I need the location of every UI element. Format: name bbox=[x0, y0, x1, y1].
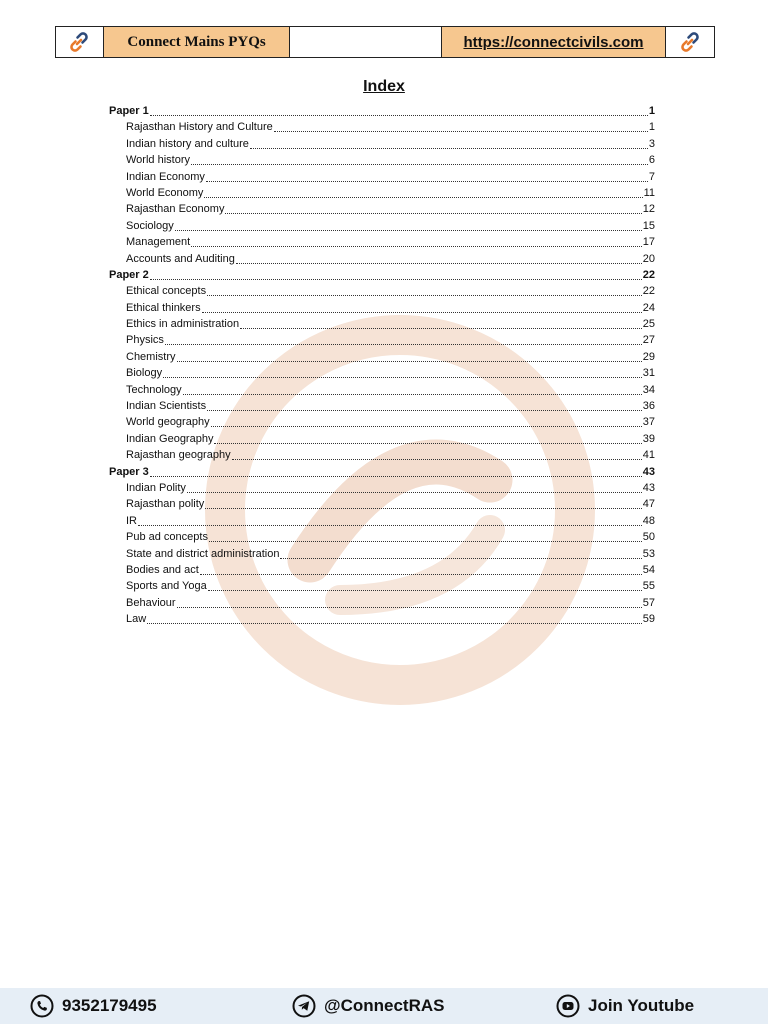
toc-item-label: Sports and Yoga bbox=[126, 580, 207, 593]
header-title: Connect Mains PYQs bbox=[104, 27, 290, 57]
phone-icon bbox=[30, 994, 54, 1018]
toc-page-number: 37 bbox=[642, 416, 655, 429]
toc-page-number: 3 bbox=[648, 137, 655, 150]
toc-page-number: 54 bbox=[642, 563, 655, 576]
toc-item[interactable] bbox=[109, 185, 655, 201]
header-blank-cell bbox=[290, 27, 442, 57]
toc-page-number: 1 bbox=[648, 121, 655, 134]
dot-leader bbox=[208, 580, 642, 591]
dot-leader bbox=[204, 187, 642, 198]
dot-leader bbox=[177, 597, 642, 608]
header-url-link[interactable]: https://connectcivils.com bbox=[442, 27, 666, 57]
dot-leader bbox=[187, 482, 642, 493]
toc-item-label: Indian Polity bbox=[126, 481, 186, 494]
toc-item[interactable] bbox=[109, 595, 655, 611]
dot-leader bbox=[207, 400, 642, 411]
toc-page-number: 20 bbox=[642, 252, 655, 265]
toc-item-label: Ethical thinkers bbox=[126, 301, 201, 314]
toc-item-label: Pub ad concepts bbox=[126, 531, 208, 544]
dot-leader bbox=[232, 449, 642, 460]
toc-item[interactable] bbox=[109, 136, 655, 152]
youtube-icon bbox=[556, 994, 580, 1018]
toc-item-label: Ethical concepts bbox=[126, 285, 207, 298]
dot-leader bbox=[163, 367, 642, 378]
link-icon bbox=[677, 29, 703, 55]
toc-item[interactable] bbox=[109, 414, 655, 430]
dot-leader bbox=[280, 548, 641, 559]
toc-item[interactable] bbox=[109, 349, 655, 365]
toc-item[interactable] bbox=[109, 169, 655, 185]
toc-item-label: State and district administration bbox=[126, 547, 280, 560]
toc-item-label: Indian Scientists bbox=[126, 400, 207, 413]
toc-item-label: Indian history and culture bbox=[126, 137, 249, 150]
dot-leader bbox=[177, 351, 642, 362]
dot-leader bbox=[205, 498, 641, 509]
toc-item-label: Ethics in administration bbox=[126, 318, 240, 331]
header-banner bbox=[55, 26, 715, 58]
toc-item[interactable] bbox=[109, 513, 655, 529]
toc-page-number: 57 bbox=[642, 596, 655, 609]
dot-leader bbox=[207, 285, 642, 296]
dot-leader bbox=[209, 531, 642, 542]
toc-item-label: Rajasthan History and Culture bbox=[126, 121, 273, 134]
dot-leader bbox=[191, 154, 648, 165]
toc-item[interactable] bbox=[109, 251, 655, 267]
toc-page-number: 25 bbox=[642, 318, 655, 331]
toc-page-number: 34 bbox=[642, 383, 655, 396]
dot-leader bbox=[202, 302, 642, 313]
toc-page-number: 47 bbox=[642, 498, 655, 511]
footer-telegram-text: @ConnectRAS bbox=[324, 996, 445, 1015]
dot-leader bbox=[274, 121, 648, 132]
toc-page-number: 15 bbox=[642, 219, 655, 232]
toc-page-number: 48 bbox=[642, 514, 655, 527]
toc-section-paper-1[interactable] bbox=[109, 103, 655, 119]
dot-leader bbox=[150, 105, 648, 116]
toc-item-label: Bodies and act bbox=[126, 563, 199, 576]
toc-section-label: Paper 2 bbox=[109, 268, 149, 281]
toc-item[interactable] bbox=[109, 332, 655, 348]
dot-leader bbox=[191, 236, 642, 247]
dot-leader bbox=[211, 416, 642, 427]
toc-item[interactable] bbox=[109, 300, 655, 316]
toc-page-number: 22 bbox=[642, 285, 655, 298]
telegram-icon bbox=[292, 994, 316, 1018]
toc-item[interactable] bbox=[109, 152, 655, 168]
toc-page-number: 39 bbox=[642, 432, 655, 445]
header-left-icon-cell bbox=[56, 27, 104, 57]
toc-item-label: Chemistry bbox=[126, 350, 176, 363]
toc-page-number: 50 bbox=[642, 531, 655, 544]
link-icon bbox=[66, 29, 92, 55]
toc-item[interactable] bbox=[109, 480, 655, 496]
toc-item-label: Accounts and Auditing bbox=[126, 252, 235, 265]
dot-leader bbox=[183, 384, 642, 395]
toc-item-label: World Economy bbox=[126, 186, 204, 199]
toc-item-label: Sociology bbox=[126, 219, 174, 232]
footer-bar bbox=[0, 988, 768, 1024]
toc-item-label: Indian Economy bbox=[126, 170, 205, 183]
toc-item-label: World history bbox=[126, 154, 190, 167]
table-of-contents bbox=[109, 103, 655, 628]
toc-item-label: Management bbox=[126, 236, 191, 249]
footer-telegram[interactable] bbox=[292, 994, 444, 1018]
toc-item[interactable] bbox=[109, 578, 655, 594]
dot-leader bbox=[150, 466, 642, 477]
toc-section-label: Paper 1 bbox=[109, 105, 149, 117]
dot-leader bbox=[214, 433, 641, 444]
toc-section-label: Paper 3 bbox=[109, 465, 149, 478]
toc-item-label: Law bbox=[126, 613, 147, 626]
toc-item[interactable] bbox=[109, 382, 655, 398]
toc-page-number: 43 bbox=[642, 481, 655, 494]
dot-leader bbox=[200, 564, 642, 575]
toc-item[interactable] bbox=[109, 218, 655, 234]
dot-leader bbox=[147, 613, 642, 624]
toc-item[interactable] bbox=[109, 529, 655, 545]
dot-leader bbox=[138, 515, 642, 526]
toc-page-number: 17 bbox=[642, 236, 655, 249]
toc-item-label: Rajasthan Economy bbox=[126, 203, 225, 216]
toc-item-label: World geography bbox=[126, 416, 210, 429]
toc-item[interactable] bbox=[109, 398, 655, 414]
toc-page-number: 29 bbox=[642, 350, 655, 363]
toc-section-paper-3[interactable] bbox=[109, 464, 655, 480]
toc-item[interactable] bbox=[109, 496, 655, 512]
toc-item[interactable] bbox=[109, 431, 655, 447]
dot-leader bbox=[240, 318, 642, 329]
toc-page-number: 31 bbox=[642, 367, 655, 380]
toc-item-label: Indian Geography bbox=[126, 432, 214, 445]
toc-page-number: 27 bbox=[642, 334, 655, 347]
toc-item-label: Technology bbox=[126, 383, 182, 396]
toc-page-number: 6 bbox=[648, 154, 655, 167]
toc-page-number: 59 bbox=[642, 613, 655, 626]
dot-leader bbox=[250, 138, 648, 149]
dot-leader bbox=[150, 269, 642, 280]
toc-item[interactable] bbox=[109, 447, 655, 463]
index-title: Index bbox=[363, 78, 405, 95]
toc-page-number: 24 bbox=[642, 301, 655, 314]
toc-item[interactable] bbox=[109, 201, 655, 217]
dot-leader bbox=[225, 203, 641, 214]
toc-item[interactable] bbox=[109, 562, 655, 578]
toc-page-number: 1 bbox=[648, 105, 655, 117]
toc-page-number: 43 bbox=[642, 465, 655, 478]
dot-leader bbox=[236, 253, 642, 264]
toc-page-number: 55 bbox=[642, 580, 655, 593]
toc-item[interactable] bbox=[109, 316, 655, 332]
dot-leader bbox=[175, 220, 642, 231]
dot-leader bbox=[206, 171, 648, 182]
toc-item[interactable] bbox=[109, 365, 655, 381]
toc-item[interactable] bbox=[109, 283, 655, 299]
toc-page-number: 12 bbox=[642, 203, 655, 216]
toc-item-label: Rajasthan geography bbox=[126, 449, 231, 462]
toc-item[interactable] bbox=[109, 546, 655, 562]
footer-youtube-text: Join Youtube bbox=[588, 996, 695, 1015]
toc-item-label: Physics bbox=[126, 334, 164, 347]
toc-item[interactable] bbox=[109, 234, 655, 250]
toc-page-number: 11 bbox=[643, 186, 655, 199]
toc-item-label: Biology bbox=[126, 367, 163, 380]
toc-page-number: 22 bbox=[642, 268, 655, 281]
dot-leader bbox=[165, 334, 642, 345]
toc-page-number: 41 bbox=[642, 449, 655, 462]
footer-phone-text: 9352179495 bbox=[62, 996, 157, 1015]
header-right-icon-cell bbox=[666, 27, 714, 57]
footer-youtube[interactable] bbox=[556, 994, 694, 1018]
toc-item-label: IR bbox=[126, 514, 137, 527]
footer-phone[interactable] bbox=[30, 994, 157, 1018]
toc-item-label: Rajasthan polity bbox=[126, 498, 205, 511]
toc-page-number: 7 bbox=[648, 170, 655, 183]
toc-page-number: 36 bbox=[642, 400, 655, 413]
toc-item-label: Behaviour bbox=[126, 596, 176, 609]
toc-page-number: 53 bbox=[642, 547, 655, 560]
toc-item[interactable] bbox=[109, 119, 655, 135]
toc-section-paper-2[interactable] bbox=[109, 267, 655, 283]
toc-item[interactable] bbox=[109, 611, 655, 627]
